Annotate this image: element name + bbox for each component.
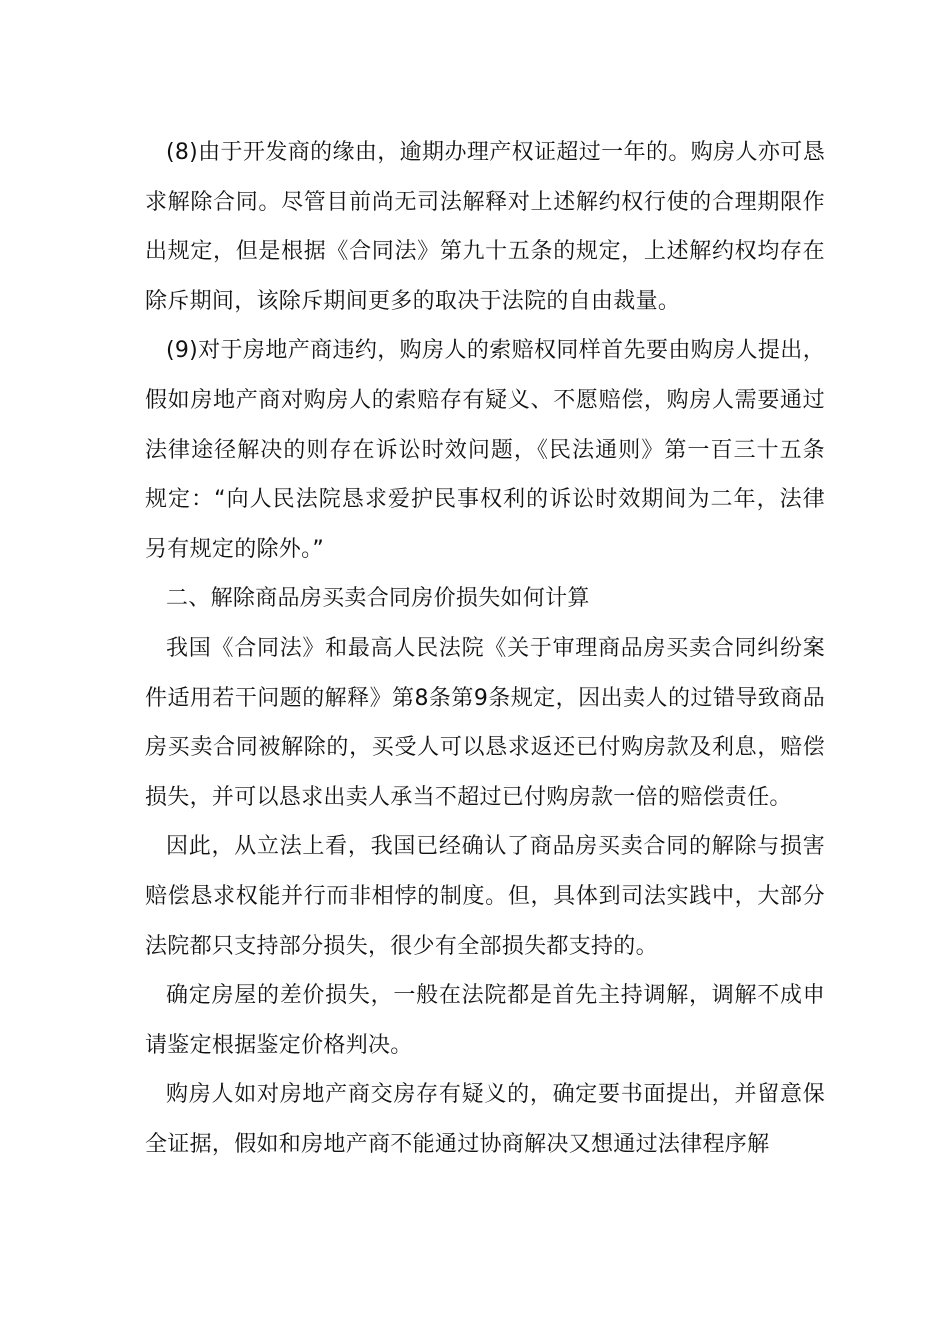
- paragraph-item-8: (8)由于开发商的缘由，逾期办理产权证超过一年的。购房人亦可恳求解除合同。尽管目前尚无司法解释对上述解约权行使的合理期限作出规定，但是根据《合同法》第九十五条的规定，上述解约权均存在除斥期间，该除斥期间更多的取决于法院的自由裁量。: [145, 140, 825, 314]
- paragraph-price-loss: 确定房屋的差价损失，一般在法院都是首先主持调解，调解不成申请鉴定根据鉴定价格判决。: [145, 983, 825, 1058]
- paragraph-legislation-view: 因此，从立法上看，我国已经确认了商品房买卖合同的解除与损害赔偿恳求权能并行而非相悖的制度。但，具体到司法实践中，大部分法院都只支持部分损失，很少有全部损失都支持的。: [145, 834, 825, 959]
- paragraph-evidence: 购房人如对房地产商交房存有疑义的，确定要书面提出，并留意保全证据，假如和房地产商不能通过协商解决又想通过法律程序解: [145, 1082, 825, 1157]
- section-heading: 二、解除商品房买卖合同房价损失如何计算: [166, 586, 590, 612]
- paragraph-legal-basis: 我国《合同法》和最高人民法院《关于审理商品房买卖合同纠纷案件适用若干问题的解释》第8条第9条规定，因出卖人的过错导致商品房买卖合同被解除的，买受人可以恳求返还已付购房款及利息，赔偿损失，并可以恳求出卖人承当不超过已付购房款一倍的赔偿责任。: [145, 635, 825, 810]
- document-body: [145, 128, 825, 1169]
- paragraph-item-9: (9)对于房地产商违约，购房人的索赔权同样首先要由购房人提出，假如房地产商对购房人的索赔存有疑义、不愿赔偿，购房人需要通过法律途径解决的则存在诉讼时效问题，《民法通则》第一百三十五条规定：“向人民法院恳求爱护民事权利的诉讼时效期间为二年，法律另有规定的除外。”: [145, 338, 825, 562]
